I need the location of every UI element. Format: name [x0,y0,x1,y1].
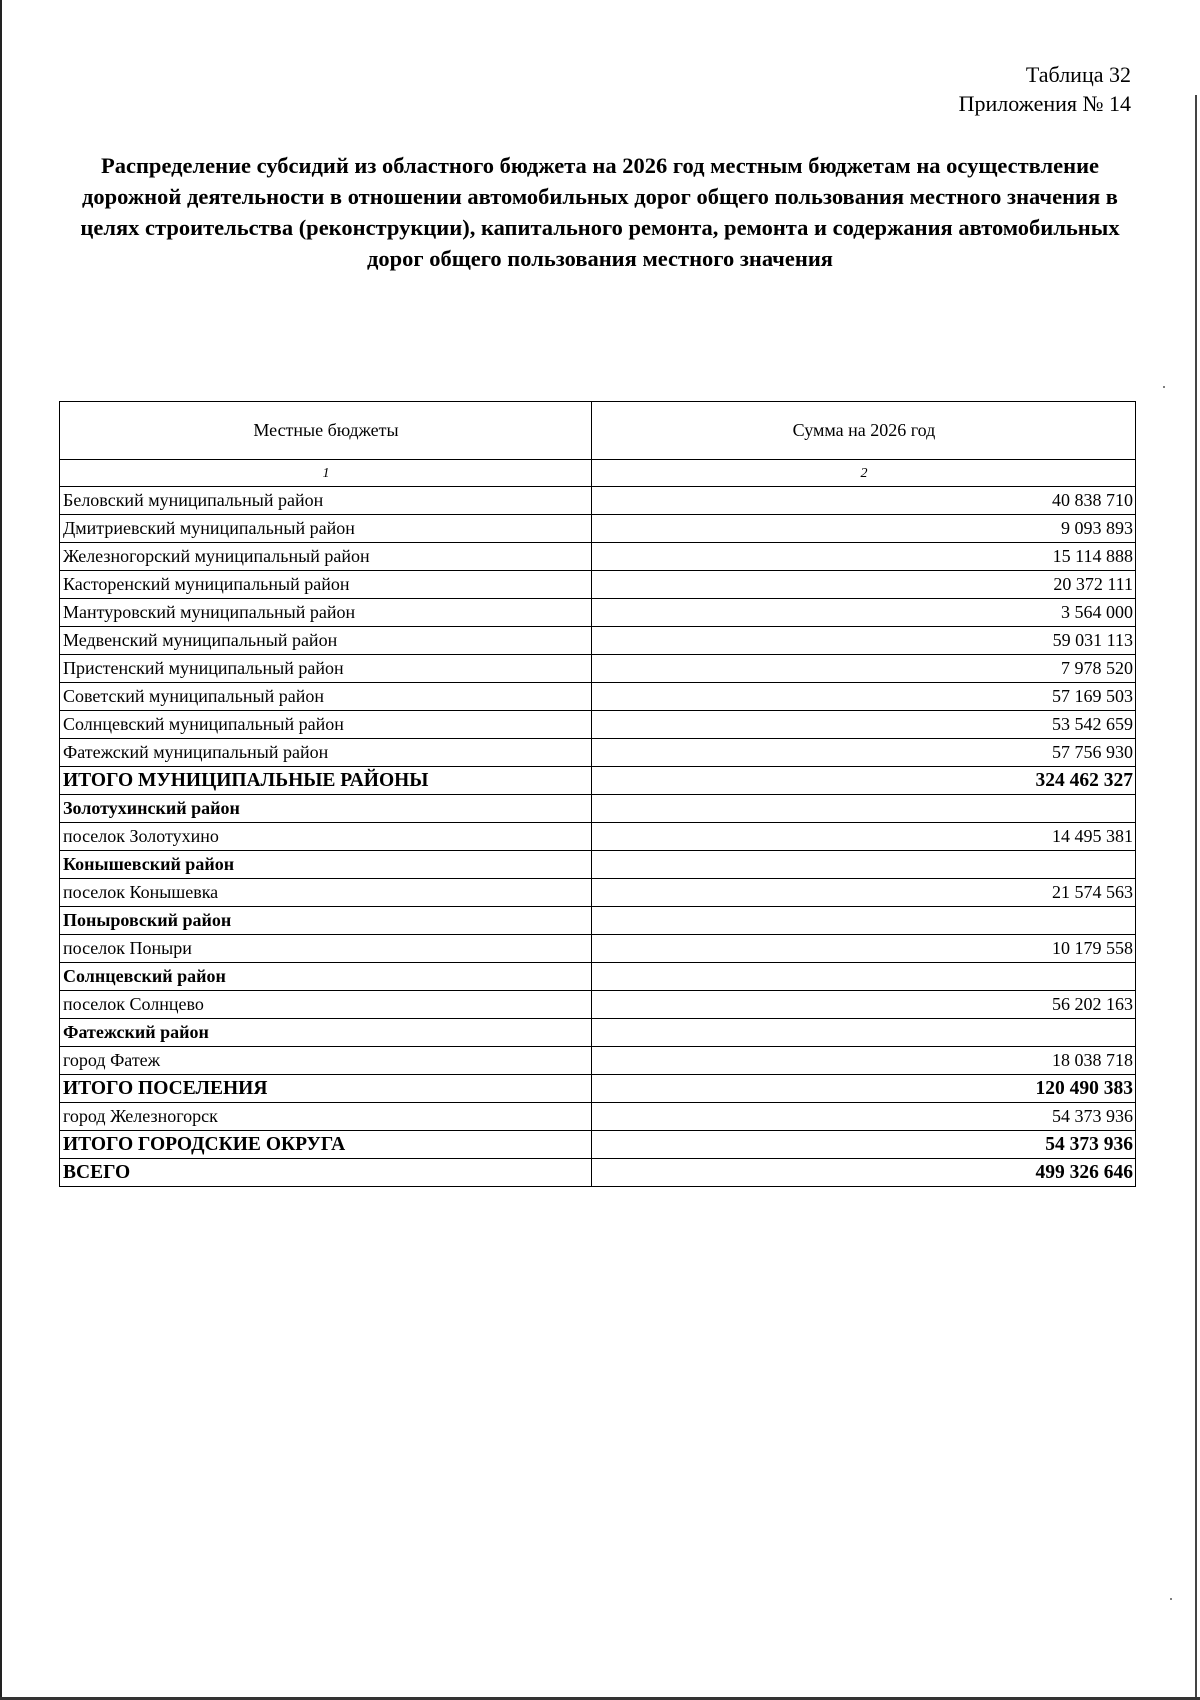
column-number-row [60,460,1136,487]
table-row [60,907,1136,935]
row-budget-name: Золотухинский район [60,795,592,823]
row-amount: 54 373 936 [592,1103,1136,1131]
row-budget-name: Конышевский район [60,851,592,879]
table-row [60,767,1136,795]
row-amount: 57 756 930 [592,739,1136,767]
table-label: Таблица 32 [1025,62,1131,87]
scan-speck [1170,1598,1172,1600]
row-budget-name: поселок Конышевка [60,879,592,907]
row-budget-name: ИТОГО ПОСЕЛЕНИЯ [60,1075,592,1103]
row-budget-name: Медвенский муниципальный район [60,627,592,655]
row-budget-name: Железногорский муниципальный район [60,543,592,571]
row-amount [592,963,1136,991]
table-row [60,571,1136,599]
scan-edge-right [1195,95,1197,1700]
row-budget-name: Поныровский район [60,907,592,935]
scan-speck [1163,386,1165,388]
table-row [60,1019,1136,1047]
row-budget-name: Солнцевский район [60,963,592,991]
row-amount: 59 031 113 [592,627,1136,655]
table-body [60,487,1136,1187]
row-budget-name: Советский муниципальный район [60,683,592,711]
row-amount [592,851,1136,879]
row-budget-name: Фатежский муниципальный район [60,739,592,767]
row-budget-name: Беловский муниципальный район [60,487,592,515]
column-number-2: 2 [592,460,1136,487]
row-budget-name: город Железногорск [60,1103,592,1131]
row-budget-name: Дмитриевский муниципальный район [60,515,592,543]
row-budget-name: Фатежский район [60,1019,592,1047]
row-amount: 18 038 718 [592,1047,1136,1075]
row-amount: 40 838 710 [592,487,1136,515]
row-budget-name: Касторенский муниципальный район [60,571,592,599]
row-amount: 14 495 381 [592,823,1136,851]
row-budget-name: ВСЕГО [60,1159,592,1187]
table-row [60,655,1136,683]
table-row [60,487,1136,515]
row-amount: 7 978 520 [592,655,1136,683]
row-amount [592,1019,1136,1047]
table-row [60,935,1136,963]
document-title: Распределение субсидий из областного бюджета на 2026 год местным бюджетам на осуществление дорожной деятельности в отношении автомобильных дорог общего пользования местного значения в целях строительства (реконструкции), капитального ремонта, ремонта и содержания автомобильных дорог общего пользования местного значения [80,153,1120,271]
row-amount [592,795,1136,823]
row-budget-name: город Фатеж [60,1047,592,1075]
table-row [60,711,1136,739]
table-row [60,739,1136,767]
table-row [60,795,1136,823]
table-row [60,515,1136,543]
row-amount: 54 373 936 [592,1131,1136,1159]
row-amount: 3 564 000 [592,599,1136,627]
table-row [60,1159,1136,1187]
table-header-row [60,402,1136,460]
table-row [60,1075,1136,1103]
table-row [60,851,1136,879]
row-amount: 15 114 888 [592,543,1136,571]
row-amount: 10 179 558 [592,935,1136,963]
row-amount: 20 372 111 [592,571,1136,599]
row-budget-name: поселок Солнцево [60,991,592,1019]
column-header-budgets: Местные бюджеты [60,402,592,460]
table-row [60,627,1136,655]
table-reference [959,60,1131,118]
row-budget-name: Пристенский муниципальный район [60,655,592,683]
row-amount: 53 542 659 [592,711,1136,739]
row-amount: 499 326 646 [592,1159,1136,1187]
column-header-amount: Сумма на 2026 год [592,402,1136,460]
row-amount: 56 202 163 [592,991,1136,1019]
row-budget-name: Солнцевский муниципальный район [60,711,592,739]
table-row [60,599,1136,627]
row-budget-name: ИТОГО ГОРОДСКИЕ ОКРУГА [60,1131,592,1159]
row-amount [592,907,1136,935]
table-row [60,1047,1136,1075]
table-row [60,879,1136,907]
row-budget-name: поселок Поныри [60,935,592,963]
budget-table [59,401,1136,1187]
table-row [60,991,1136,1019]
row-amount: 21 574 563 [592,879,1136,907]
table-row [60,683,1136,711]
column-number-1: 1 [60,460,592,487]
table-row [60,1103,1136,1131]
table-row [60,963,1136,991]
row-amount: 120 490 383 [592,1075,1136,1103]
row-budget-name: ИТОГО МУНИЦИПАЛЬНЫЕ РАЙОНЫ [60,767,592,795]
appendix-label: Приложения № 14 [958,91,1131,116]
row-amount: 57 169 503 [592,683,1136,711]
row-amount: 9 093 893 [592,515,1136,543]
row-budget-name: Мантуровский муниципальный район [60,599,592,627]
table-row [60,543,1136,571]
row-budget-name: поселок Золотухино [60,823,592,851]
table-row [60,823,1136,851]
table-row [60,1131,1136,1159]
row-amount: 324 462 327 [592,767,1136,795]
scan-edge-left [0,0,2,1700]
